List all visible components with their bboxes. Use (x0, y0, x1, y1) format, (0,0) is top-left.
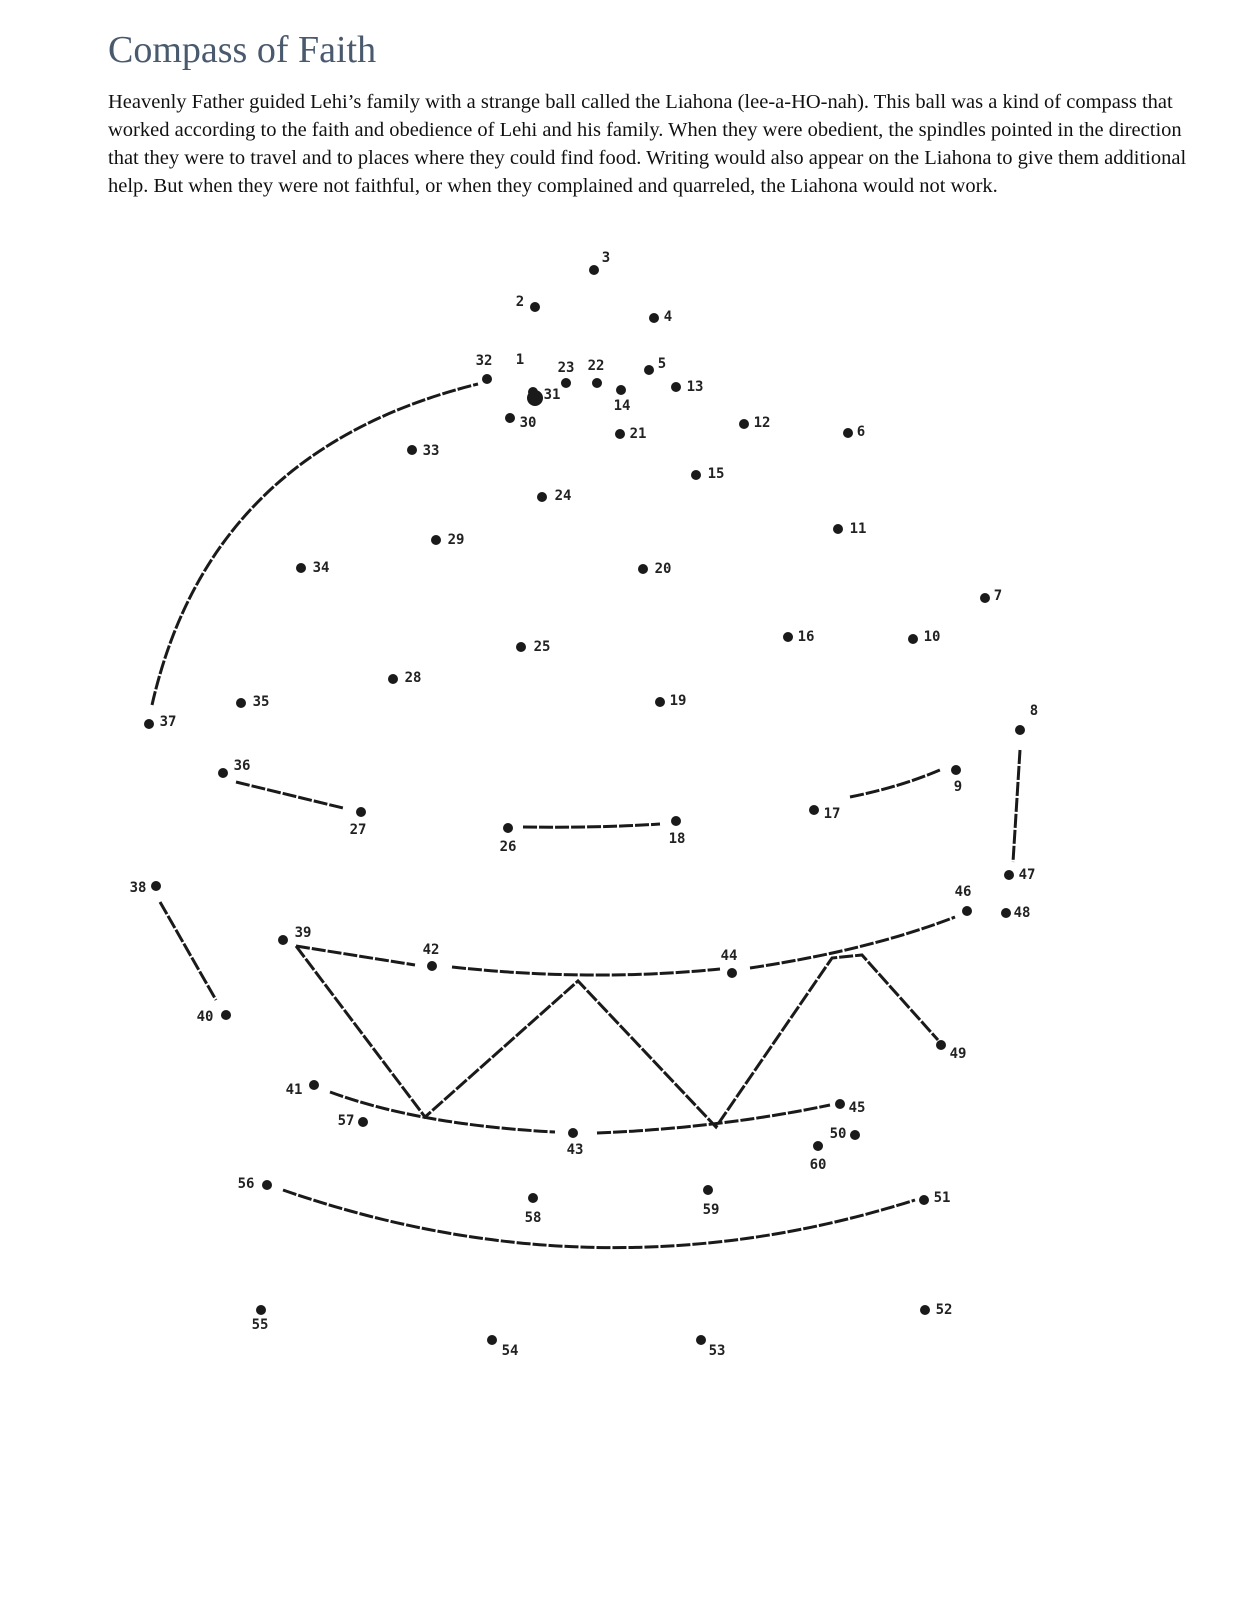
dot-marker (962, 906, 972, 916)
dot-marker (503, 823, 513, 833)
dot-label: 39 (294, 925, 312, 941)
dot-36 (218, 758, 250, 778)
dot-6 (843, 424, 865, 440)
dot-label: 34 (312, 560, 330, 576)
dot-5 (644, 356, 666, 375)
dot-21 (615, 426, 646, 442)
dot-label: 40 (196, 1009, 214, 1025)
dot-19 (655, 693, 686, 709)
dot-marker (919, 1195, 929, 1205)
dot-marker (530, 302, 540, 312)
dot-52 (920, 1302, 952, 1318)
dot-label: 37 (159, 714, 177, 730)
dot-marker (592, 378, 602, 388)
dot-34 (296, 560, 329, 576)
dot-39 (278, 925, 311, 945)
dot-label: 13 (686, 379, 704, 395)
dot-30 (505, 413, 536, 431)
dot-7 (980, 588, 1002, 604)
dot-27 (350, 807, 367, 838)
dot-marker (528, 1193, 538, 1203)
dot-marker (356, 807, 366, 817)
intro-paragraph: Heavenly Father guided Lehi’s family with a strange ball called the Liahona (lee-a-HO-nah). This ball was a kind of compass that worked according to the faith and obedience of Lehi and his family. When they were obedient, the spindles pointed in the direction that they were to travel and to places where they could find food. Writing would also appear on the Liahona to give them additional help. But when they were not faithful, or when they complained and quarreled, the Liahona would not work. (108, 91, 1187, 197)
dot-marker (1015, 725, 1025, 735)
dot-label: 41 (285, 1082, 303, 1098)
dot-label: 18 (668, 831, 686, 847)
dot-1 (516, 352, 543, 406)
dot-label: 23 (557, 360, 575, 376)
dot-label: 55 (251, 1317, 269, 1333)
guide-line (1013, 750, 1020, 862)
dot-marker (696, 1335, 706, 1345)
dot-marker (644, 365, 654, 375)
dot-41 (286, 1080, 319, 1098)
dot-label: 45 (848, 1100, 866, 1116)
dot-10 (908, 629, 940, 645)
dot-marker (835, 1099, 845, 1109)
dot-label: 59 (702, 1202, 720, 1218)
dot-46 (955, 884, 972, 916)
dot-marker (431, 535, 441, 545)
guide-line (452, 967, 720, 975)
dot-33 (407, 443, 439, 459)
dot-label: 26 (499, 839, 517, 855)
dot-marker (850, 1130, 860, 1140)
dot-marker (296, 563, 306, 573)
dot-marker (407, 445, 417, 455)
dot-label: 48 (1013, 905, 1031, 921)
dot-label: 12 (753, 415, 771, 431)
dot-marker (151, 881, 161, 891)
dot-label: 14 (613, 398, 631, 414)
dot-label: 46 (954, 884, 972, 900)
guide-line (152, 384, 478, 705)
dot-label: 36 (233, 758, 251, 774)
dot-marker (221, 1010, 231, 1020)
guide-line (283, 1190, 915, 1248)
dot-29 (431, 532, 464, 548)
dot-25 (516, 639, 550, 655)
dot-marker (616, 385, 626, 395)
dot-label: 43 (566, 1142, 584, 1158)
guide-line (236, 782, 343, 808)
dot-17 (809, 805, 840, 822)
dot-marker (739, 419, 749, 429)
dot-3 (589, 250, 610, 275)
dot-label: 32 (475, 353, 493, 369)
dot-label: 51 (933, 1190, 951, 1206)
guide-line (850, 770, 940, 797)
dot-label: 21 (629, 426, 647, 442)
dot-16 (783, 629, 814, 645)
dot-label: 42 (422, 942, 440, 958)
dot-label: 27 (349, 822, 367, 838)
dot-56 (238, 1176, 272, 1192)
dot-60 (810, 1141, 827, 1173)
dot-label: 19 (669, 693, 687, 709)
dot-9 (951, 765, 962, 795)
dot-label: 54 (501, 1343, 519, 1359)
dot-label: 29 (447, 532, 465, 548)
dot-label: 53 (708, 1343, 726, 1359)
dot-51 (919, 1190, 950, 1206)
dot-marker (256, 1305, 266, 1315)
dot-43 (567, 1128, 584, 1158)
dot-marker (703, 1185, 713, 1195)
dot-label: 47 (1018, 867, 1036, 883)
dot-label: 11 (849, 521, 867, 537)
dot-50 (830, 1126, 860, 1142)
dot-label: 35 (252, 694, 270, 710)
guide-line (296, 946, 415, 965)
dot-label: 49 (949, 1046, 967, 1062)
dot-marker (1004, 870, 1014, 880)
dot-marker (487, 1335, 497, 1345)
dot-marker (951, 765, 961, 775)
dot-label: 17 (823, 806, 841, 822)
dot-marker (833, 524, 843, 534)
dot-59 (703, 1185, 720, 1218)
dot-label: 2 (515, 294, 525, 310)
dot-marker (691, 470, 701, 480)
dot-marker (427, 961, 437, 971)
dot-label: 9 (953, 779, 963, 795)
dot-marker (309, 1080, 319, 1090)
dot-marker (528, 387, 538, 397)
dot-marker (649, 313, 659, 323)
dot-marker (505, 413, 515, 423)
dot-label: 60 (809, 1157, 827, 1173)
dot-53 (696, 1335, 725, 1359)
dot-28 (388, 670, 421, 686)
dot-15 (691, 466, 724, 482)
dot-54 (487, 1335, 518, 1359)
dot-marker (1001, 908, 1011, 918)
dot-label: 1 (515, 352, 525, 368)
dot-label: 20 (654, 561, 672, 577)
dot-label: 58 (524, 1210, 542, 1226)
dot-label: 24 (554, 488, 572, 504)
dot-marker (561, 378, 571, 388)
dot-marker (813, 1141, 823, 1151)
dot-label: 33 (422, 443, 440, 459)
dot-label: 5 (657, 356, 667, 372)
dot-35 (236, 694, 269, 710)
dot-marker (727, 968, 737, 978)
dot-marker (980, 593, 990, 603)
dot-marker (568, 1128, 578, 1138)
dot-label: 44 (720, 948, 738, 964)
dot-37 (144, 714, 176, 730)
dot-47 (1004, 867, 1035, 883)
dot-marker (908, 634, 918, 644)
dot-marker (388, 674, 398, 684)
dot-57 (338, 1113, 368, 1129)
dot-58 (525, 1193, 542, 1226)
dot-4 (649, 309, 672, 325)
dot-23 (558, 360, 575, 388)
dot-8 (1015, 703, 1038, 735)
dot-marker (783, 632, 793, 642)
dot-label: 3 (601, 250, 611, 266)
dot-marker (262, 1180, 272, 1190)
dot-marker (843, 428, 853, 438)
guide-line (750, 917, 955, 968)
dot-marker (278, 935, 288, 945)
dot-label: 4 (663, 309, 673, 325)
dot-label: 38 (129, 880, 147, 896)
dot-48 (1001, 905, 1030, 921)
dot-label: 52 (935, 1302, 953, 1318)
dot-marker (638, 564, 648, 574)
dot-40 (197, 1009, 231, 1025)
dot-marker (589, 265, 599, 275)
dot-marker (671, 382, 681, 392)
dot-marker (655, 697, 665, 707)
guide-line (160, 902, 216, 1000)
dot-label: 50 (829, 1126, 847, 1142)
dot-18 (669, 816, 686, 847)
dot-marker (236, 698, 246, 708)
dot-label: 56 (237, 1176, 255, 1192)
dot-26 (500, 823, 517, 855)
dot-marker (809, 805, 819, 815)
dot-marker (144, 719, 154, 729)
dot-marker (920, 1305, 930, 1315)
dot-marker (936, 1040, 946, 1050)
dot-marker (516, 642, 526, 652)
dot-label: 30 (519, 415, 537, 431)
dot-11 (833, 521, 866, 537)
dot-label: 25 (533, 639, 551, 655)
dot-marker (537, 492, 547, 502)
dot-label: 7 (993, 588, 1003, 604)
dot-38 (130, 880, 161, 896)
dot-marker (671, 816, 681, 826)
dot-44 (721, 948, 738, 978)
dot-32 (476, 353, 493, 384)
guide-line (597, 1105, 830, 1133)
dot-label: 28 (404, 670, 422, 686)
dot-45 (835, 1099, 865, 1116)
dot-label: 31 (543, 387, 561, 403)
dot-label: 8 (1029, 703, 1039, 719)
dot-marker (218, 768, 228, 778)
dot-24 (537, 488, 571, 504)
dot-14 (614, 385, 631, 414)
page-title: Compass of Faith (108, 29, 377, 71)
dot-label: 6 (856, 424, 866, 440)
dot-42 (423, 942, 440, 971)
dot-label: 16 (797, 629, 815, 645)
guide-line (523, 824, 660, 827)
dot-2 (516, 294, 540, 312)
dot-49 (936, 1040, 966, 1062)
dot-55 (252, 1305, 269, 1333)
dot-marker (615, 429, 625, 439)
dot-marker (358, 1117, 368, 1127)
dot-label: 15 (707, 466, 725, 482)
dot-label: 10 (923, 629, 941, 645)
dot-label: 22 (587, 358, 605, 374)
dot-20 (638, 561, 671, 577)
dot-13 (671, 379, 703, 395)
dot-12 (739, 415, 770, 431)
dot-marker (482, 374, 492, 384)
dot-label: 57 (337, 1113, 355, 1129)
dot-22 (588, 358, 605, 388)
